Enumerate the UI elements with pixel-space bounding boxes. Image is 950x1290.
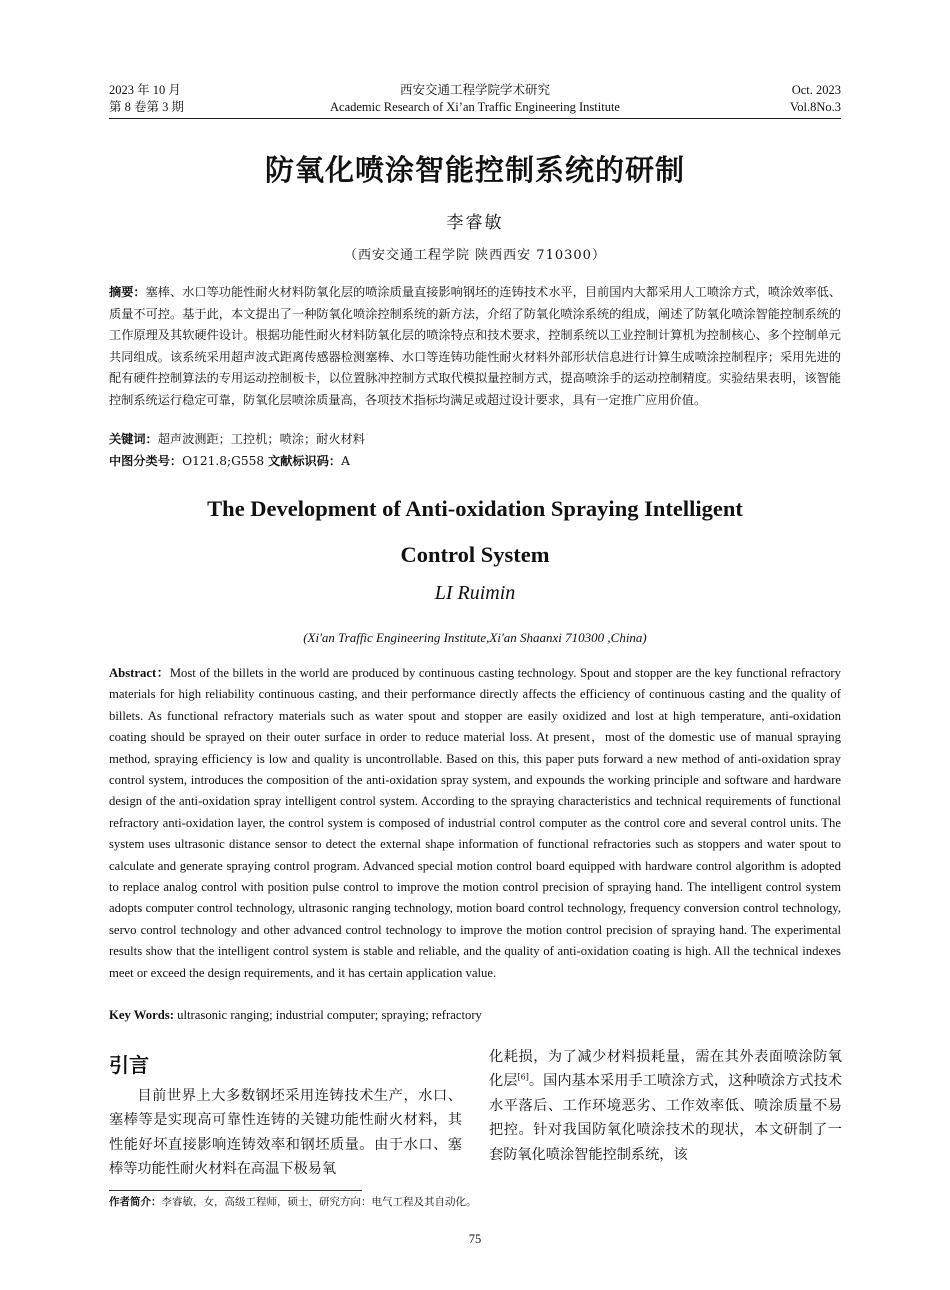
header-date: 2023 年 10 月 bbox=[109, 83, 181, 97]
en-author: LI Ruimin bbox=[434, 582, 516, 604]
en-abstract-text: Most of the billets in the world are produced by continuous casting technology. Spout and stopper are the key functional refractory materials for high reliability continuous casting, and their performance directly affects the efficiency of continuous casting and the quality of billets. As functional refractory materials such as water spout and stopper are easily oxidized and lost at high temperature, anti-oxidation coating should be sprayed on their outer surface in order to reduce material loss. At present，most of the domestic use of manual spraying method, spraying efficiency is low and quality is uncontrollable. Based on this, this paper puts forward a new method of anti-oxidation spray control system, introduces the composition of the anti-oxidation spray system, and expounds the working principle and software and hardware design of the anti-oxidation spray intelligent control system. According to the spraying characteristics and technical requirements of functional refractory anti-oxidation layer, the control system is composed of industrial control computer as the control core and several control units. The system uses ultrasonic distance sensor to detect the external shape information of functional refractories such as stoppers and water spout to calculate and generate spraying control program. Advanced special motion control board equipped with hardware control algorithm is adopted to replace analog control with position pulse control to improve the motion control precision of spraying hand. The intelligent control system adopts computer control technology, ultrasonic ranging technology, motion board control technology, frequency conversion control technology, servo control technology and other advanced control technology to improve the motion control precision of spraying hand. The experimental results show that the intelligent control system is stable and reliable, and the quality of anti-oxidation coating is high. All the technical indexes meet or exceed the design requirements, and it has certain application value. bbox=[109, 666, 841, 980]
cn-title: 防氧化喷涂智能控制系统的研制 bbox=[264, 153, 685, 187]
en-keywords-text: ultrasonic ranging; industrial computer; spraying; refractory bbox=[173, 1008, 482, 1022]
en-affiliation: (Xi'an Traffic Engineering Institute,Xi'an Shaanxi 710300 ,China) bbox=[303, 630, 647, 645]
cn-doc-text: A bbox=[341, 454, 350, 468]
cn-abstract-label: 摘要： bbox=[109, 285, 146, 299]
cn-affiliation: （西安交通工程学院 陕西西安 710300） bbox=[344, 248, 606, 263]
header-journal-cn: 西安交通工程学院学术研究 bbox=[399, 83, 550, 97]
body-left-column bbox=[109, 1050, 462, 1182]
section-heading-introduction: 引言 bbox=[109, 1053, 149, 1077]
header-right bbox=[790, 82, 841, 116]
author-footnote bbox=[109, 1195, 841, 1209]
header-rule bbox=[109, 118, 841, 119]
en-abstract bbox=[109, 663, 841, 984]
footnote-rule bbox=[109, 1190, 362, 1191]
en-keywords bbox=[109, 1006, 841, 1024]
intro-paragraph-right bbox=[489, 1045, 842, 1167]
en-title-line1: The Development of Anti-oxidation Spraying Intelligent bbox=[207, 496, 743, 521]
intro-paragraph-left: 目前世界上大多数钢坯采用连铸技术生产，水口、塞棒等是实现高可靠性连铸的关键功能性耐火材料，其性能好坏直接影响连铸效率和钢坯质量。由于水口、塞棒等功能性耐火材料在高温下极易氧 bbox=[109, 1088, 462, 1178]
cn-doc-label: 文献标识码： bbox=[268, 454, 342, 468]
en-title-line2: Control System bbox=[400, 542, 550, 567]
en-keywords-label: Key Words: bbox=[109, 1008, 174, 1022]
header-date-en: Oct. 2023 bbox=[791, 83, 841, 97]
header-volume-en: Vol.8No.3 bbox=[789, 100, 841, 114]
body-right-column bbox=[489, 1045, 842, 1167]
citation-ref[interactable]: [6] bbox=[517, 1072, 529, 1082]
en-title bbox=[0, 486, 950, 578]
cn-author: 李睿敏 bbox=[446, 213, 504, 233]
cn-abstract-text: 塞棒、水口等功能性耐火材料防氧化层的喷涂质量直接影响钢坯的连铸技术水平，目前国内大都采用人工喷涂方式，喷涂效率低、质量不可控。基于此，本文提出了一种防氧化喷涂控制系统的新方法，介绍了防氧化喷涂系统的组成，阐述了防氧化喷涂智能控制系统的工作原理及其软硬件设计。根据功能性耐火材料防氧化层的喷涂特点和技术要求，控制系统以工业控制计算机为控制核心、多个控制单元共同组成。该系统采用超声波式距离传感器检测塞棒、水口等连铸功能性耐火材料外部形状信息进行计算生成喷涂控制程序；采用先进的配有硬件控制算法的专用运动控制板卡，以位置脉冲控制方式取代模拟量控制方式，提高喷涂手的运动控制精度。实验结果表明，该智能控制系统运行稳定可靠，防氧化层喷涂质量高，各项技术指标均满足或超过设计要求，具有一定推广应用价值。 bbox=[109, 285, 842, 407]
cn-keywords-label: 关键词： bbox=[109, 432, 158, 446]
cn-class-label: 中图分类号： bbox=[109, 454, 183, 468]
right-text-part2: 。国内基本采用手工喷涂方式，这种喷涂方式技术水平落后、工作环境恶劣、工作效率低、喷涂质量不易把控。针对我国防氧化喷涂技术的现状，本文研制了一套防氧化喷涂智能控制系统，该 bbox=[489, 1073, 842, 1163]
en-abstract-label: Abstract： bbox=[109, 666, 170, 680]
cn-keywords-text: 超声波测距；工控机；喷涂；耐火材料 bbox=[157, 432, 365, 446]
page-number: 75 bbox=[468, 1232, 482, 1246]
header-volume: 第 8 卷第 3 期 bbox=[109, 100, 185, 114]
cn-keywords bbox=[109, 430, 841, 448]
right-text-part1: 化耗损，为了减少材料损耗量，需在其外表面喷涂防氧化层 bbox=[489, 1049, 842, 1090]
cn-abstract bbox=[109, 282, 841, 412]
header-center bbox=[109, 82, 841, 116]
cn-class-text: O121.8;G558 bbox=[182, 454, 265, 468]
footnote-label: 作者简介： bbox=[109, 1196, 162, 1208]
cn-classification bbox=[109, 452, 841, 470]
footnote-text: 李睿敏，女，高级工程师，硕士，研究方向：电气工程及其自动化。 bbox=[161, 1196, 477, 1208]
header-journal-en: Academic Research of Xi’an Traffic Engineering Institute bbox=[330, 100, 620, 114]
